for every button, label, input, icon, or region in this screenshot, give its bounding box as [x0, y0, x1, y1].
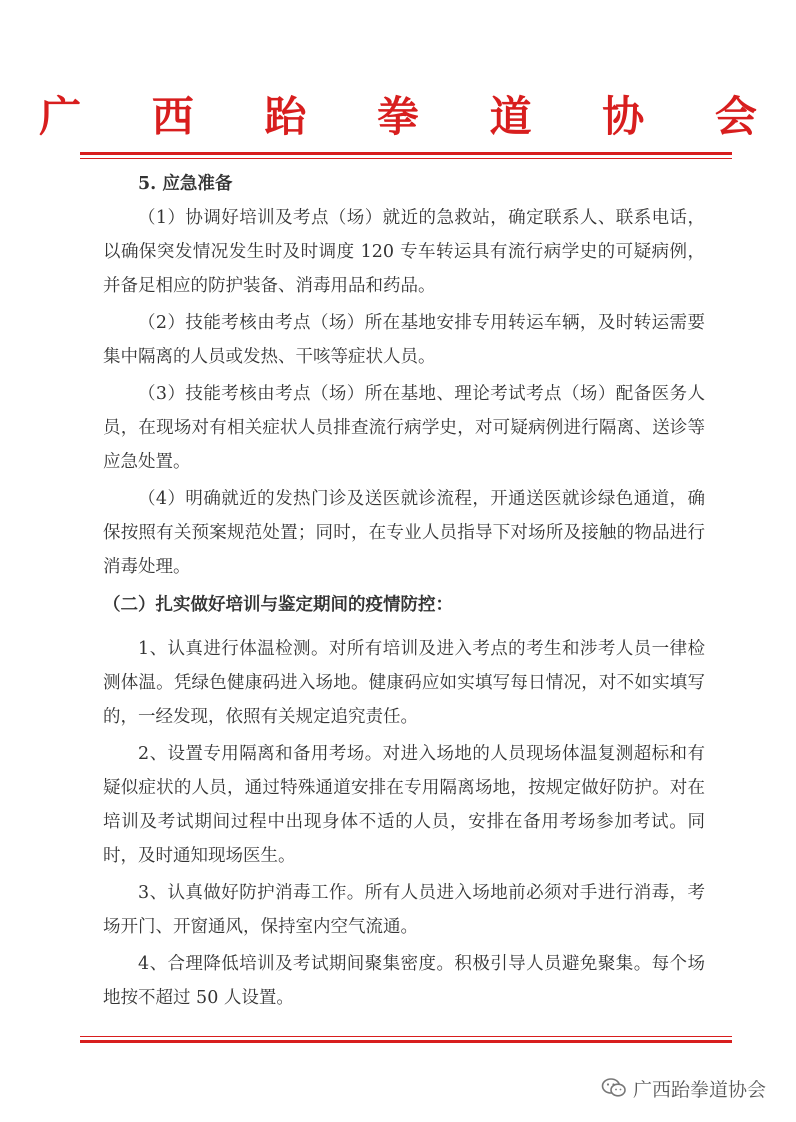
document-body [103, 167, 705, 1015]
heading-emergency-prep: 5. 应急准备 [138, 174, 233, 194]
wechat-watermark [601, 1074, 766, 1102]
footer-rule-thin [80, 1036, 732, 1037]
section-heading-2: （二）扎实做好培训与鉴定期间的疫情防控： [103, 595, 453, 615]
paragraph-5-3: （3）技能考核由考点（场）所在基地、理论考试考点（场）配备医务人员，在现场对有相关症状人员排查流行病学史，对可疑病例进行隔离、送诊等应急处置。 [103, 384, 705, 472]
letterhead [0, 0, 796, 170]
letterhead-rule-thick [80, 152, 732, 155]
watermark-account-name: 广西跆拳道协会 [632, 1078, 766, 1101]
footer-rules [0, 1036, 796, 1046]
paragraph-2-2: 2、设置专用隔离和备用考场。对进入场地的人员现场体温复测超标和有疑似症状的人员，通过特殊通道安排在专用隔离场地，按规定做好防护。对在培训及考试期间过程中出现身体不适的人员，安排在备用考场参加考试。同时，及时通知现场医生。 [103, 744, 705, 866]
letterhead-title: 广 西 跆 拳 道 协 会 [39, 92, 785, 141]
paragraph-5-2: （2）技能考核由考点（场）所在基地安排专用转运车辆，及时转运需要集中隔离的人员或发热、干咳等症状人员。 [103, 313, 705, 367]
paragraph-5-4: （4）明确就近的发热门诊及送医就诊流程，开通送医就诊绿色通道，确保按照有关预案规范处置；同时，在专业人员指导下对场所及接触的物品进行消毒处理。 [103, 489, 705, 577]
paragraph-5-1: （1）协调好培训及考点（场）就近的急救站，确定联系人、联系电话，以确保突发情况发生时及时调度 120 专车转运具有流行病学史的可疑病例，并备足相应的防护装备、消毒用品和药品。 [103, 208, 705, 296]
letterhead-rule-thin [80, 158, 732, 159]
paragraph-2-4: 4、合理降低培训及考试期间聚集密度。积极引导人员避免聚集。每个场地按不超过 50 人设置。 [103, 954, 705, 1008]
wechat-icon [601, 1077, 627, 1099]
paragraph-2-1: 1、认真进行体温检测。对所有培训及进入考点的考生和涉考人员一律检测体温。凭绿色健康码进入场地。健康码应如实填写每日情况，对不如实填写的，一经发现，依照有关规定追究责任。 [103, 639, 705, 727]
paragraph-2-3: 3、认真做好防护消毒工作。所有人员进入场地前必须对手进行消毒，考场开门、开窗通风，保持室内空气流通。 [103, 883, 705, 937]
footer-rule-thick [80, 1040, 732, 1043]
